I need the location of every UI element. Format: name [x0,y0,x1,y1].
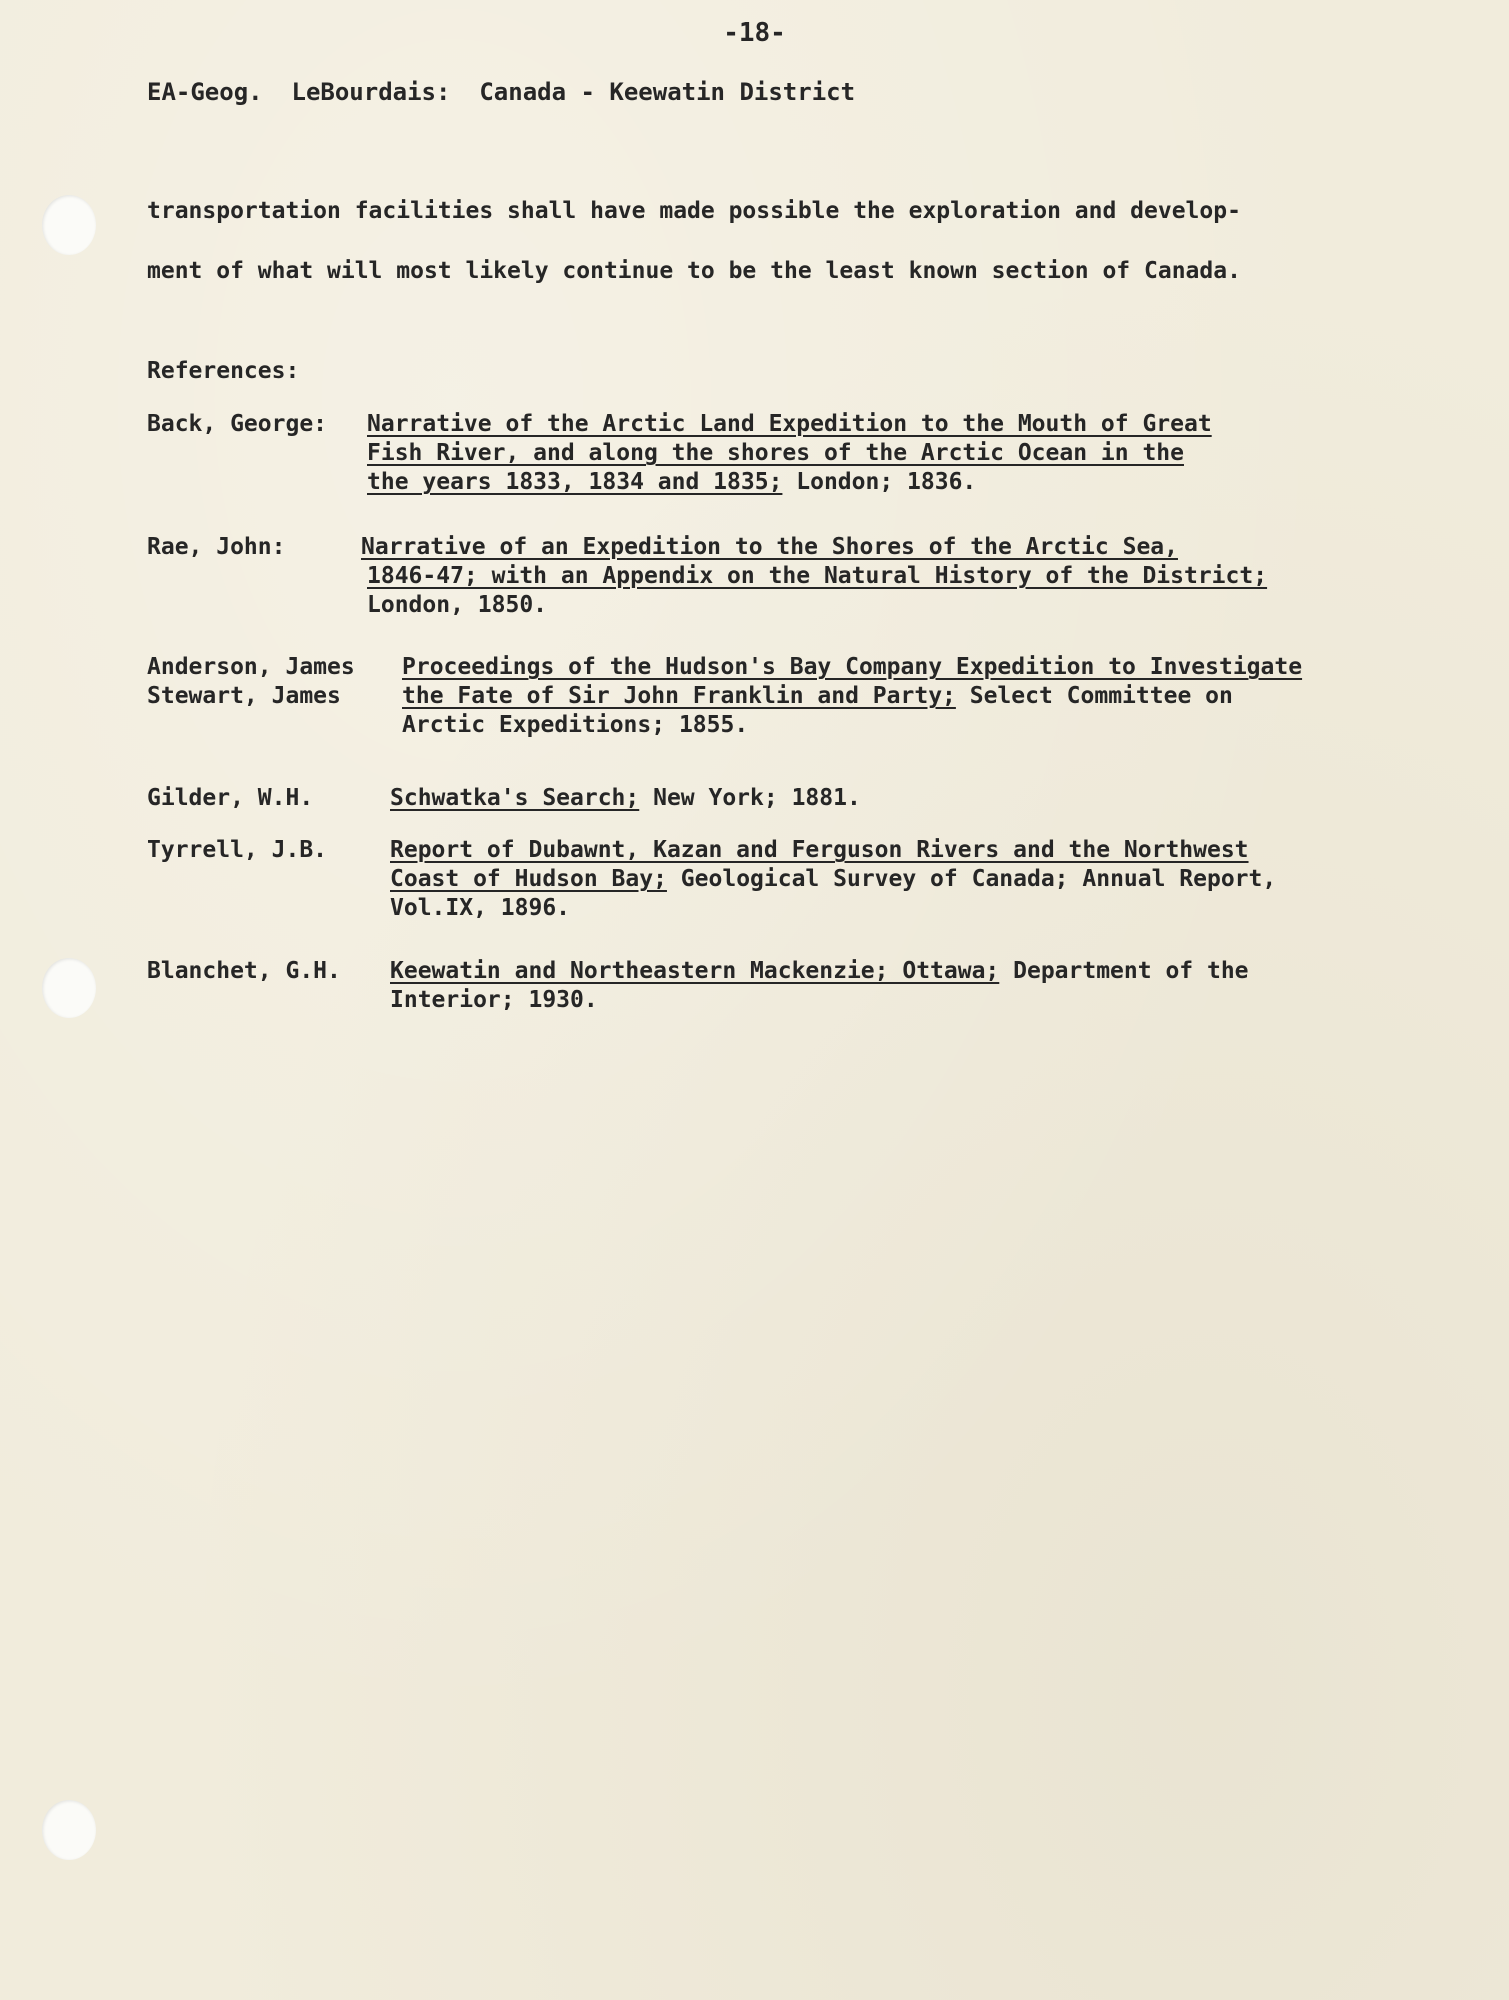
reference-title-part: the Fate of Sir John Franklin and Party; [402,683,956,709]
reference-line [361,533,1178,562]
reference-detail-part: Geological Survey of Canada; Annual Report, [666,866,1277,892]
reference-line [367,410,1212,439]
reference-title-part: Proceedings of the Hudson's Bay Company Expedition to Investigate [402,654,1303,680]
reference-detail-part: New York; 1881. [639,785,861,811]
reference-title-part: Schwatka's Search; [390,785,640,811]
reference-line [367,439,1184,468]
references-heading: References: [147,358,300,384]
reference-detail-part: Arctic Expeditions; 1855. [402,712,749,738]
reference-detail-part: London; 1836. [782,469,977,495]
reference-author: Tyrrell, J.B. [147,837,328,863]
reference-line [402,682,1233,711]
reference-title-part: Report of Dubawnt, Kazan and Ferguson Rivers and the Northwest [390,837,1249,863]
reference-line [390,986,598,1015]
reference-author: Rae, John: [147,534,286,560]
reference-line [390,894,570,923]
header-code: EA-Geog. [147,78,263,106]
binder-hole-bottom [42,1800,96,1860]
body-text-line-1: transportation facilities shall have made possible the exploration and develop- [147,198,1241,224]
reference-author: Anderson, James Stewart, James [147,654,355,709]
reference-line [402,711,748,740]
reference-title-part: Fish River, and along the shores of the Arctic Ocean in the [367,440,1184,466]
reference-author: Blanchet, G.H. [147,958,341,984]
binder-hole-middle [42,958,96,1018]
body-text-line-2: ment of what will most likely continue to be the least known section of Canada. [147,258,1241,284]
reference-title-part: Keewatin and Northeastern Mackenzie; Ottawa; [390,958,1000,984]
reference-line [390,836,1249,865]
header-subject: Canada - Keewatin District [479,78,856,106]
reference-title-part: Narrative of the Arctic Land Expedition to the Mouth of Great [367,411,1212,437]
page-number: -18- [723,18,786,48]
reference-line [367,562,1267,591]
reference-detail-part: London, 1850. [367,592,548,618]
reference-author: Gilder, W.H. [147,785,314,811]
reference-line [390,865,1276,894]
reference-line [367,468,976,497]
reference-title-part: Narrative of an Expedition to the Shores of the Arctic Sea, [361,534,1178,560]
reference-line [402,653,1302,682]
reference-line [390,784,861,813]
reference-title-part: the years 1833, 1834 and 1835; [367,469,783,495]
reference-detail-part: Department of the [999,958,1249,984]
reference-title-part: Coast of Hudson Bay; [390,866,667,892]
reference-author: Back, George: [147,411,328,437]
reference-detail-part: Vol.IX, 1896. [390,895,571,921]
header-author: LeBourdais: [291,78,451,106]
reference-title-part: 1846-47; with an Appendix on the Natural History of the District; [367,563,1268,589]
reference-detail-part: Interior; 1930. [390,987,598,1013]
reference-detail-part: Select Committee on [955,683,1233,709]
binder-hole-top [42,195,96,255]
reference-line [367,591,547,620]
reference-line [390,957,1249,986]
document-header [147,78,855,106]
